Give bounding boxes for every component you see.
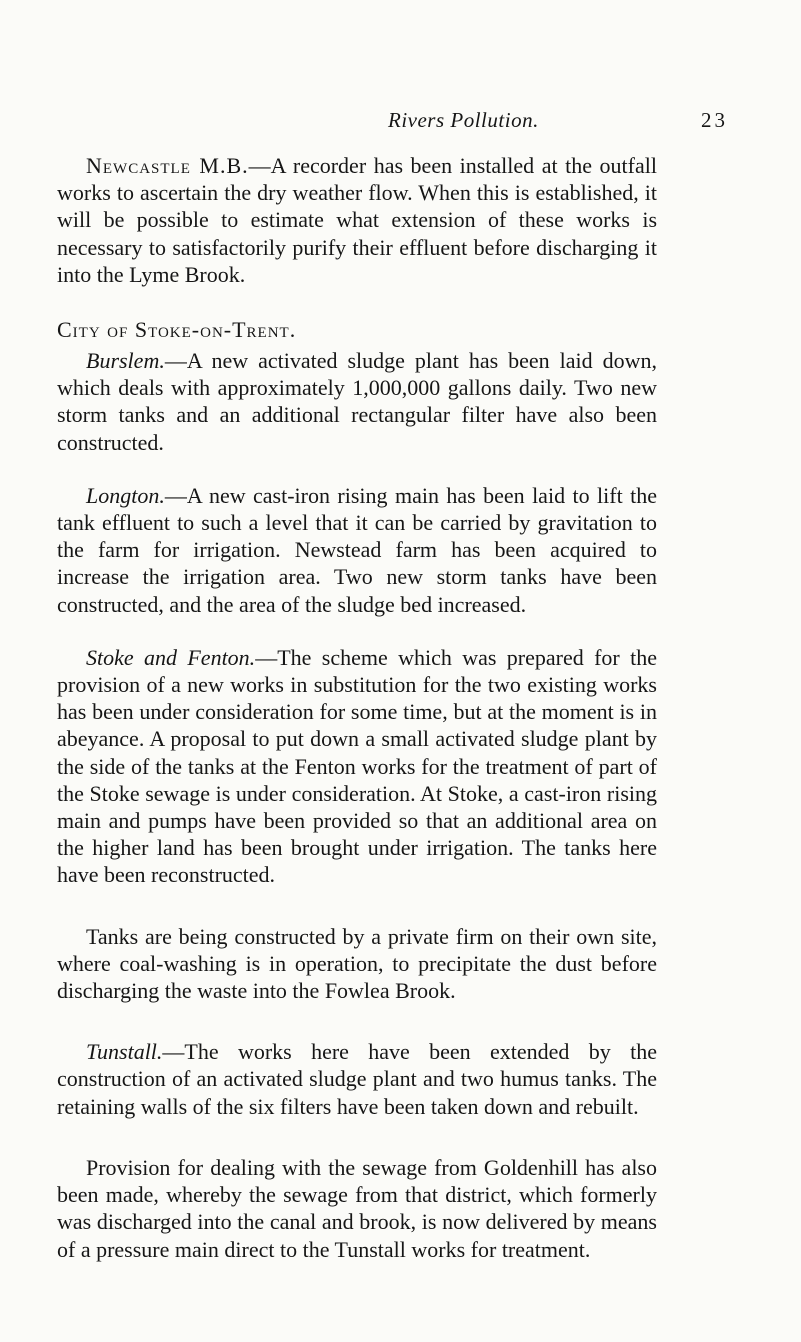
- paragraph-private-firm: Tanks are being constructed by a private firm on their own site, where coal-washing is in operation, to precipitate the dust before discharging the waste into the Fowlea Brook.: [57, 923, 657, 1004]
- paragraph-lead: Tunstall.: [86, 1039, 163, 1065]
- paragraph-goldenhill: Provision for dealing with the sewage from Goldenhill has also been made, whereby the sewage from that district, which formerly was discharged into the canal and brook, is now delivered by means of a pressure main direct to the Tunstall works for treatment.: [57, 1154, 657, 1262]
- paragraph-tunstall: [57, 1038, 657, 1120]
- paragraph-lead: Newcastle M.B.: [86, 153, 249, 178]
- paragraph-lead: Stoke and Fenton.: [86, 644, 256, 670]
- paragraph-text: —A new cast-iron rising main has been laid to lift the tank effluent to such a level that it can be carried by gravitation to the farm for irrigation. Newstead farm has been acquired to increase the irrigation area. Two new storm tanks have been constructed, and the area of the sludge bed increased.: [57, 482, 657, 617]
- paragraph-text: —A new activated sludge plant has been laid down, which deals with approximately 1,000,000 gallons daily. Two new storm tanks and an additional rectangular filter have also been constructed.: [57, 348, 657, 455]
- paragraph-text: —The works here have been extended by the construction of an activated sludge plant and two humus tanks. The retaining walls of the six filters have been taken down and rebuilt.: [57, 1039, 657, 1119]
- body-text: [57, 152, 657, 1263]
- paragraph-lead: Burslem.: [86, 348, 165, 374]
- paragraph-stoke-fenton: [57, 644, 657, 889]
- paragraph-text: —A recorder has been installed at the outfall works to ascertain the dry weather flow. When this is established, it will be possible to estimate what extension of these works is necessary to satisfactorily purify their effluent before discharging it into the Lyme Brook.: [57, 153, 657, 287]
- page-number: 23: [701, 108, 728, 132]
- running-title: Rivers Pollution.: [388, 108, 539, 132]
- running-head: [0, 108, 801, 138]
- paragraph-newcastle: [57, 152, 657, 288]
- paragraph-burslem: [57, 347, 657, 456]
- paragraph-text: —The scheme which was prepared for the provision of a new works in substitution for the two existing works has been under consideration for some time, but at the moment is in abeyance. A proposal to put down a small activated sludge plant by the side of the tanks at the Fenton works for the treatment of part of the Stoke sewage is under consideration. At Stoke, a cast-iron rising main and pumps have been provided so that an additional area on the higher land has been brought under irrigation. The tanks here have been reconstructed.: [57, 644, 657, 888]
- paragraph-longton: [57, 482, 657, 618]
- paragraph-lead: Longton.: [86, 482, 165, 508]
- section-heading: City of Stoke-on-Trent.: [57, 317, 297, 343]
